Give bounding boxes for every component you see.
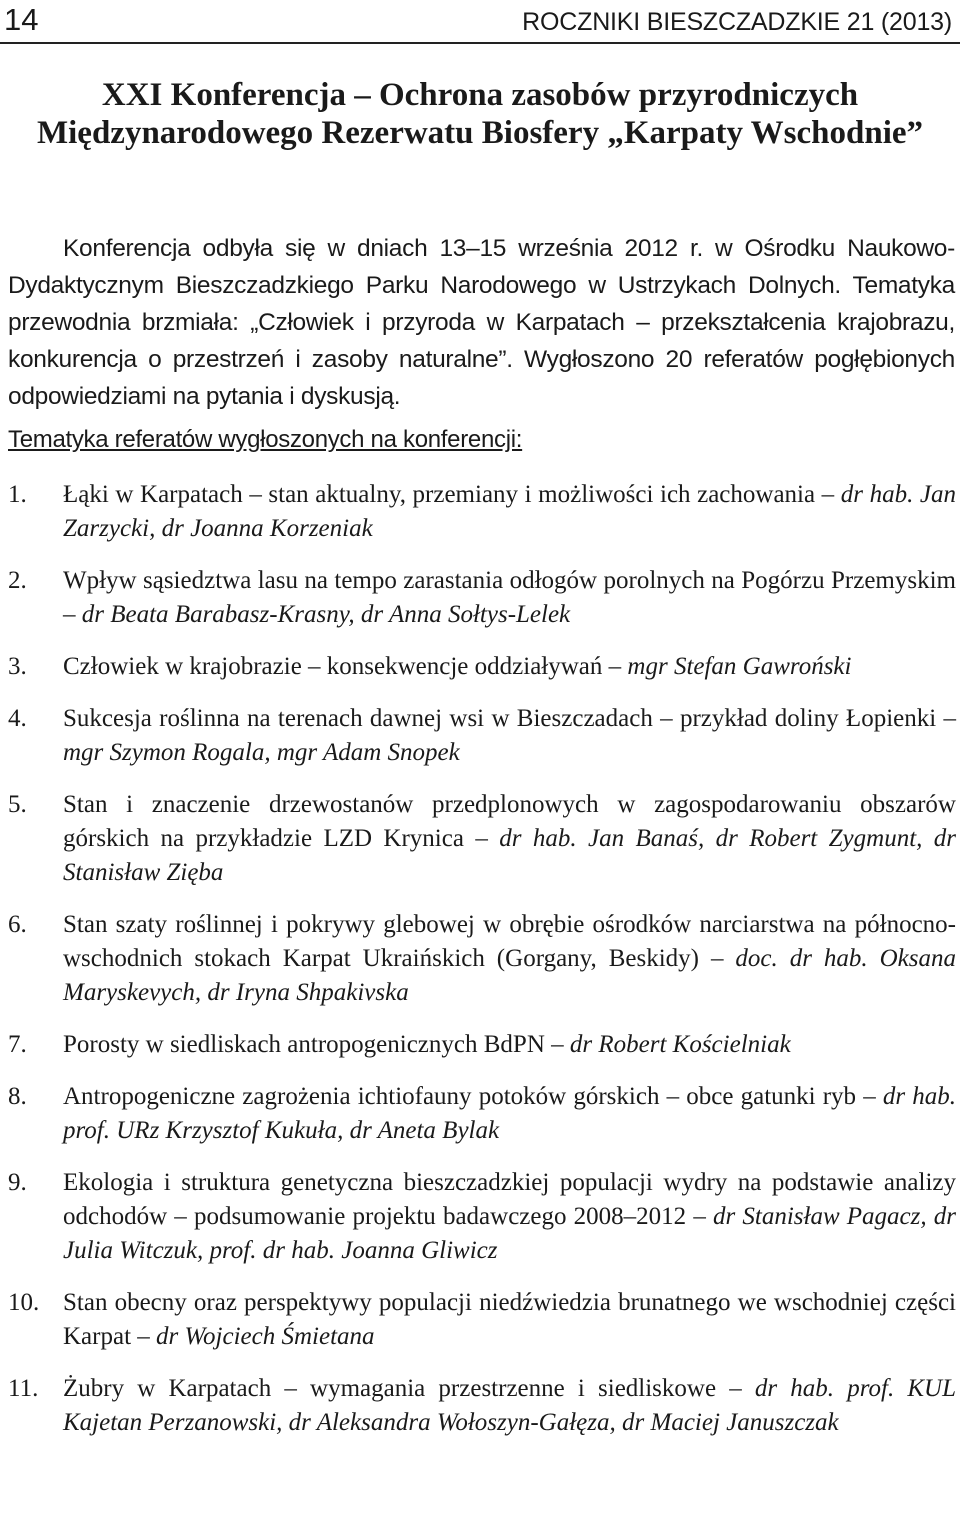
item-title: Łąki w Karpatach – stan aktualny, przemiany i możliwości ich zachowania – <box>63 481 835 508</box>
item-authors: dr Stanisław Pagacz, dr Julia Witczuk, prof. dr hab. Joanna Gliwicz <box>63 1203 957 1264</box>
list-item <box>0 1286 960 1354</box>
item-authors: doc. dr hab. Oksana Maryskevych, dr Iryna Shpakivska <box>63 945 956 1006</box>
item-authors: dr Wojciech Śmietana <box>156 1323 375 1350</box>
article-title <box>0 76 960 152</box>
item-number: 3. <box>8 653 27 680</box>
list-item <box>0 788 960 890</box>
item-number: 1. <box>8 481 27 508</box>
title-line-2: Międzynarodowego Rezerwatu Biosfery „Karpaty Wschodnie” <box>36 115 924 151</box>
header-rule <box>0 42 960 44</box>
topics-heading: Tematyka referatów wygłoszonych na konferencji: <box>8 426 523 453</box>
list-item <box>0 478 960 546</box>
item-authors: mgr Stefan Gawroński <box>627 653 852 680</box>
list-item <box>0 1028 960 1062</box>
item-authors: dr hab. prof. URz Krzysztof Kukuła, dr Aneta Bylak <box>63 1083 957 1144</box>
item-number: 7. <box>8 1031 27 1058</box>
title-line-1: XXI Konferencja – Ochrona zasobów przyrodniczych <box>101 77 859 113</box>
intro-text: Konferencja odbyła się w dniach 13–15 września 2012 r. w Ośrodku Naukowo-Dydaktycznym Bieszczadzkiego Parku Narodowego w Ustrzykach Dolnych. Tematyka przewodnia brzmiała: „Człowiek i przyroda w Karpatach – przekształcenia krajobrazu, konkurencja o przestrzeń i zasoby naturalne”. Wygłoszono 20 referatów pogłębionych odpowiedziami na pytania i dyskusją. <box>8 235 955 410</box>
list-item <box>0 702 960 770</box>
page-number: 14 <box>4 2 39 37</box>
item-title: Ekologia i struktura genetyczna bieszczadzkiej populacji wydry na podstawie analizy odchodów – podsumowanie projektu badawczego 2008–2012 – <box>63 1169 956 1230</box>
item-number: 8. <box>8 1083 27 1110</box>
item-number: 11. <box>8 1375 39 1402</box>
item-authors: dr hab. prof. KUL Kajetan Perzanowski, dr Aleksandra Wołoszyn-Gałęza, dr Maciej Januszczak <box>63 1375 957 1436</box>
item-title: Wpływ sąsiedztwa lasu na tempo zarastania odłogów porolnych na Pogórzu Przemyskim – <box>63 567 956 628</box>
item-number: 4. <box>8 705 27 732</box>
item-title: Człowiek w krajobrazie – konsekwencje oddziaływań – <box>63 653 622 680</box>
page-header <box>0 0 960 44</box>
item-number: 5. <box>8 791 27 818</box>
item-title: Żubry w Karpatach – wymagania przestrzenne i siedliskowe – <box>63 1375 742 1402</box>
list-item <box>0 1372 960 1440</box>
item-authors: dr hab. Jan Banaś, dr Robert Zygmunt, dr Stanisław Zięba <box>63 825 957 886</box>
list-item <box>0 908 960 1010</box>
list-item <box>0 1166 960 1268</box>
item-authors: dr hab. Jan Zarzycki, dr Joanna Korzeniak <box>63 481 957 542</box>
list-item <box>0 650 960 684</box>
item-number: 6. <box>8 911 27 938</box>
intro-paragraph <box>8 230 955 415</box>
item-authors: mgr Szymon Rogala, mgr Adam Snopek <box>63 739 460 766</box>
item-authors: dr Robert Kościelniak <box>569 1031 791 1058</box>
item-number: 2. <box>8 567 27 594</box>
item-authors: dr Beata Barabasz-Krasny, dr Anna Sołtys-Lelek <box>81 601 571 628</box>
item-title: Porosty w siedliskach antropogenicznych BdPN – <box>63 1031 564 1058</box>
list-item <box>0 1080 960 1148</box>
item-number: 9. <box>8 1169 27 1196</box>
item-title: Stan i znaczenie drzewostanów przedplonowych w zagospodarowaniu obszarów górskich na przykładzie LZD Krynica – <box>63 791 956 852</box>
journal-title: ROCZNIKI BIESZCZADZKIE 21 (2013) <box>522 8 952 36</box>
item-title: Antropogeniczne zagrożenia ichtiofauny potoków górskich – obce gatunki ryb – <box>63 1083 876 1110</box>
item-title: Sukcesja roślinna na terenach dawnej wsi w Bieszczadach – przykład doliny Łopienki – <box>63 705 956 732</box>
item-number: 10. <box>8 1289 40 1316</box>
lecture-list <box>0 478 960 1458</box>
item-title: Stan obecny oraz perspektywy populacji niedźwiedzia brunatnego we wschodniej części Karpat – <box>63 1289 956 1350</box>
item-title: Stan szaty roślinnej i pokrywy glebowej w obrębie ośrodków narciarstwa na północno-wschodnich stokach Karpat Ukraińskich (Gorgany, Beskidy) – <box>63 911 956 972</box>
list-item <box>0 564 960 632</box>
